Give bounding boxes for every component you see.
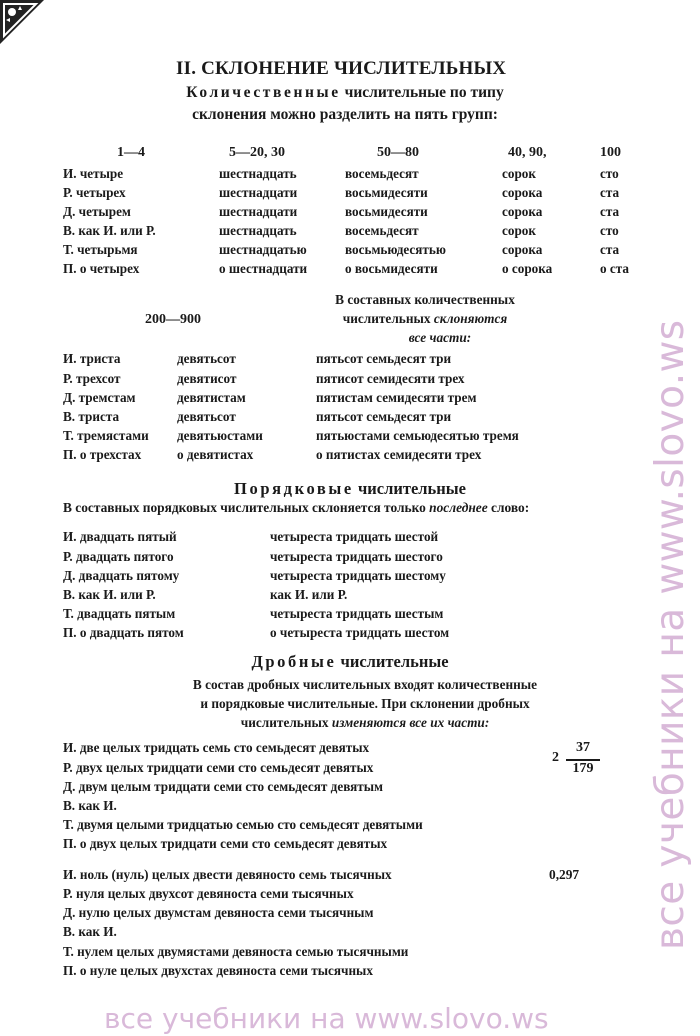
groups-cell: И. четыре — [63, 166, 124, 181]
groups-cell: восемьдесят — [345, 166, 419, 181]
hundreds-cell: девятьюстами — [177, 428, 263, 443]
groups-cell: восьмьюдесятью — [345, 242, 446, 257]
intro-spaced-word: Количественные — [186, 84, 341, 101]
hundreds-cell: о пятистах семидесяти трех — [316, 447, 482, 462]
hundreds-cell: девятьсот — [177, 409, 236, 424]
fractional-note-line3-em: изменяются все их части: — [331, 715, 490, 730]
fraction-example — [552, 740, 602, 780]
ordinal-title-rest: числительные — [353, 479, 466, 498]
decimal-row: Т. нулем целых двумястами девяноста семью тысячными — [63, 944, 409, 959]
intro-line2: склонения можно разделить на пять групп: — [192, 106, 498, 123]
col-header-5: 100 — [600, 145, 621, 160]
groups-cell: ста — [600, 242, 620, 257]
bottom-watermark: все учебники на www.slovo.ws — [104, 1002, 549, 1035]
groups-cell: шестнадцать — [219, 166, 297, 181]
fractional-note-line1: В состав дробных числительных входят количественные — [192, 677, 538, 692]
hundreds-cell: Т. тремястами — [63, 428, 149, 443]
groups-cell: Р. четырех — [63, 185, 126, 200]
hundreds-cell: пятистам семидесяти трем — [316, 390, 477, 405]
ordinal-cell: четыреста тридцать шестому — [270, 568, 446, 583]
decimal-row: Р. нуля целых двухсот девяноста семи тысячных — [63, 886, 354, 901]
ordinal-cell: четыреста тридцать шестой — [270, 529, 439, 544]
decimal-row: В. как И. — [63, 924, 117, 939]
groups-cell: сорока — [502, 242, 543, 257]
groups-cell: восьмидесяти — [345, 185, 428, 200]
hundreds-note-line2: числительных — [342, 311, 434, 326]
fractional-note-line2: и порядковые числительные. При склонении дробных — [200, 696, 530, 711]
decimal-row: И. ноль (нуль) целых двести девяносто семь тысячных — [63, 867, 392, 882]
intro-line1-rest: числительные по типу — [340, 84, 504, 101]
hundreds-cell: И. триста — [63, 351, 121, 366]
ordinal-title-spaced: Порядковые — [234, 479, 354, 498]
ordinal-cell: как И. или Р. — [270, 587, 348, 602]
fraction-numerator: 37 — [576, 740, 590, 755]
decimal-row: П. о нуле целых двухстах девяноста семи тысячных — [63, 963, 373, 978]
hundreds-cell: пятьсот семьдесят три — [316, 351, 452, 366]
col-header-4: 40, 90, — [508, 145, 547, 160]
corner-ornament-icon — [0, 0, 44, 44]
hundreds-note-line2-em: склоняются — [433, 311, 508, 326]
groups-cell: ста — [600, 204, 620, 219]
hundreds-cell: девятисот — [177, 371, 237, 386]
fraction-row: П. о двух целых тридцати семи сто семьдесят девятых — [63, 836, 388, 851]
ordinal-cell: В. как И. или Р. — [63, 587, 156, 602]
groups-cell: о шестнадцати — [219, 261, 308, 276]
groups-cell: сто — [600, 223, 619, 238]
groups-cell: восьмидесяти — [345, 204, 428, 219]
groups-cell: сорок — [502, 166, 536, 181]
hundreds-cell: девятьсот — [177, 351, 236, 366]
ordinal-note — [63, 500, 529, 516]
ordinal-cell: П. о двадцать пятом — [63, 625, 184, 640]
groups-cell: ста — [600, 185, 620, 200]
hundreds-cell: Д. тремстам — [63, 390, 136, 405]
ordinal-cell: Р. двадцать пятого — [63, 549, 174, 564]
fractional-title-spaced: Дробные — [251, 652, 337, 671]
groups-cell: П. о четырех — [63, 261, 140, 276]
ordinal-cell: Т. двадцать пятым — [63, 606, 176, 621]
hundreds-note-line1: В составных количественных — [335, 292, 515, 307]
hundreds-cell: девятистам — [177, 390, 246, 405]
fraction-row: И. две целых тридцать семь сто семьдесят девятых — [63, 740, 370, 755]
decimal-example: 0,297 — [549, 867, 580, 882]
groups-cell: сто — [600, 166, 619, 181]
fraction-row: Р. двух целых тридцати семи сто семьдесят девятых — [63, 760, 374, 775]
ordinal-cell: о четыреста тридцать шестом — [270, 625, 450, 640]
groups-cell: о восьмидесяти — [345, 261, 438, 276]
hundreds-cell: В. триста — [63, 409, 120, 424]
decimal-row: Д. нулю целых двумстам девяноста семи тысячным — [63, 905, 374, 920]
groups-cell: восемьдесят — [345, 223, 419, 238]
fraction-row: Д. двум целым тридцати семи сто семьдесят девятым — [63, 779, 384, 794]
ordinal-cell: Д. двадцать пятому — [63, 568, 180, 583]
col-header-2: 5—20, 30 — [229, 145, 285, 160]
hundreds-cell: Р. трехсот — [63, 371, 121, 386]
col-header-1: 1—4 — [117, 145, 145, 160]
side-watermark: все учебники на www.slovo.ws — [648, 319, 693, 950]
ordinal-cell: И. двадцать пятый — [63, 529, 177, 544]
fractional-title-rest: числительные — [336, 652, 449, 671]
fraction-row: Т. двумя целыми тридцатью семью сто семьдесят девятыми — [63, 817, 423, 832]
ordinal-note-em: последнее — [429, 500, 488, 515]
hundreds-label: 200—900 — [145, 312, 201, 327]
fraction-denominator: 179 — [572, 761, 594, 776]
ordinal-cell: четыреста тридцать шестым — [270, 606, 444, 621]
fractional-note — [120, 675, 610, 732]
groups-cell: сорок — [502, 223, 536, 238]
hundreds-cell: о девятистах — [177, 447, 254, 462]
ordinal-note-pre: В составных порядковых числительных склоняется только — [63, 500, 430, 515]
groups-cell: шестнадцать — [219, 223, 297, 238]
hundreds-note — [290, 290, 560, 347]
ordinal-note-post: слово: — [487, 500, 530, 515]
intro-text — [100, 82, 590, 126]
groups-cell: шестнадцати — [219, 185, 298, 200]
groups-cell: сорока — [502, 185, 543, 200]
hundreds-cell: пятьсот семьдесят три — [316, 409, 452, 424]
hundreds-cell: пятисот семидесяти трех — [316, 371, 465, 386]
hundreds-cell: П. о трехстах — [63, 447, 142, 462]
page-title: II. СКЛОНЕНИЕ ЧИСЛИТЕЛЬНЫХ — [176, 58, 507, 79]
fractional-note-line3: числительных — [240, 715, 332, 730]
ordinal-cell: четыреста тридцать шестого — [270, 549, 443, 564]
groups-cell: о сорока — [502, 261, 553, 276]
groups-cell: шестнадцатью — [219, 242, 307, 257]
hundreds-note-line3-em: все части: — [408, 330, 472, 345]
groups-cell: Т. четырьмя — [63, 242, 138, 257]
fraction-row: В. как И. — [63, 798, 117, 813]
groups-cell: В. как И. или Р. — [63, 223, 156, 238]
groups-cell: шестнадцати — [219, 204, 298, 219]
hundreds-cell: пятьюстами семьюдесятью тремя — [316, 428, 519, 443]
groups-cell: о ста — [600, 261, 629, 276]
groups-cell: сорока — [502, 204, 543, 219]
col-header-3: 50—80 — [377, 145, 419, 160]
fractional-title — [0, 652, 700, 672]
groups-cell: Д. четырем — [63, 204, 131, 219]
ordinal-title — [0, 479, 700, 499]
fraction-whole: 2 — [552, 750, 559, 765]
